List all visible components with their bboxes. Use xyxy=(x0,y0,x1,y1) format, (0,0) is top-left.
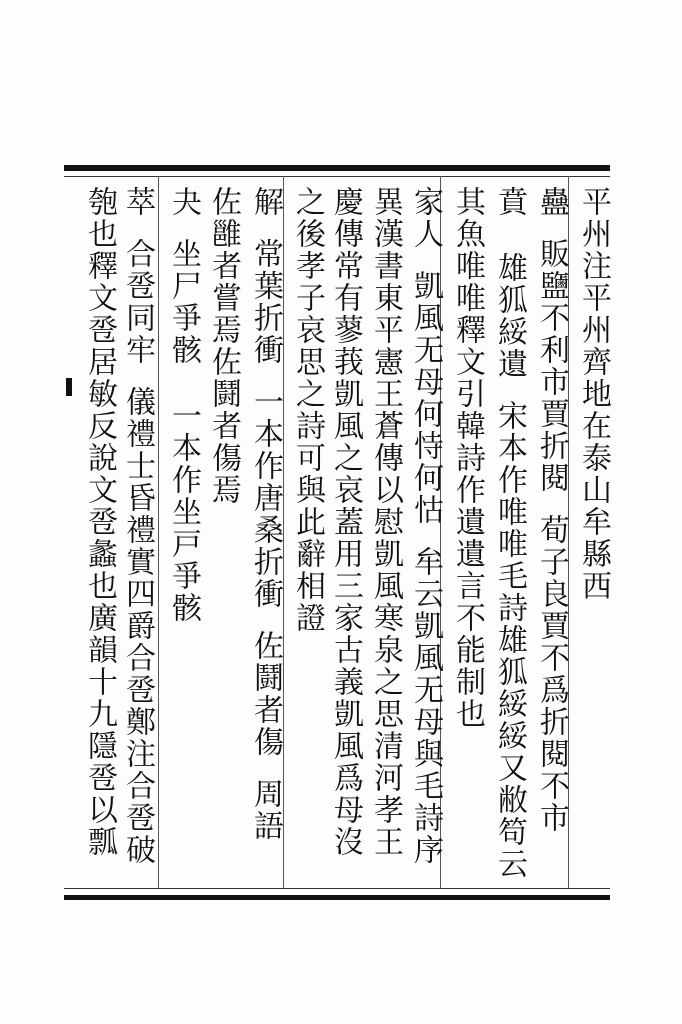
text-column-4 xyxy=(448,186,486,882)
text-column-5 xyxy=(406,186,444,882)
hexagram-name: 家人 xyxy=(408,186,443,250)
top-border-rule xyxy=(64,165,610,171)
hexagram-name: 萃 xyxy=(120,186,155,218)
column-text xyxy=(532,186,570,834)
commentary-segment: 一本作坐戸爭骸 xyxy=(166,400,201,624)
column-text xyxy=(406,186,444,866)
commentary-segment: 荀子良賈不爲折閱不市 xyxy=(534,514,569,834)
commentary-segment: 其魚唯唯釋文引韓詩作遺遺言不能制也 xyxy=(450,186,485,730)
text-segment: 販鹽不利市賈折閱 xyxy=(534,238,569,494)
hexagram-name: 蠱 xyxy=(534,186,569,218)
text-column-1 xyxy=(574,186,612,882)
margin-mark xyxy=(66,378,72,396)
text-segment: 坐尸爭骸 xyxy=(166,238,201,366)
commentary-segment: 宋本作唯唯毛詩雄狐綏綏又敝笱云 xyxy=(492,400,527,880)
commentary-segment: 牟云凱風无母與毛詩序 xyxy=(408,546,443,866)
hexagram-name: 解 xyxy=(248,186,283,218)
column-text xyxy=(490,186,528,880)
text-column-3 xyxy=(490,186,528,882)
hexagram-name: 夬 xyxy=(166,186,201,218)
column-text xyxy=(204,186,242,506)
text-segment: 雄狐綏遺 xyxy=(492,252,527,380)
commentary-segment: 慶傳常有蓼莪凱風之哀蓋用三家古義凱風爲母沒 xyxy=(328,186,363,858)
commentary-segment: 周語 xyxy=(248,778,283,842)
top-inner-rule xyxy=(64,176,610,177)
column-text xyxy=(326,186,364,858)
commentary-segment: 一本作唐桑折衝 xyxy=(248,386,283,610)
column-text xyxy=(574,186,612,602)
text-segment: 合卺同牢 xyxy=(120,238,155,366)
column-text xyxy=(366,186,404,858)
text-segment: 凱風无母何恃何怙 xyxy=(408,270,443,526)
text-column-12 xyxy=(118,186,156,882)
text-column-7 xyxy=(326,186,364,882)
column-text xyxy=(164,186,202,624)
column-text xyxy=(80,186,118,858)
commentary-segment: 佐雝者嘗焉佐鬪者傷焉 xyxy=(206,186,241,506)
bottom-border-rule xyxy=(64,895,610,900)
text-column-6 xyxy=(366,186,404,882)
commentary-segment: 之後孝子哀思之詩可與此辭相證 xyxy=(290,186,325,634)
text-column-8 xyxy=(288,186,326,882)
commentary-segment: 儀禮士昏禮實四爵合卺鄭注合卺破 xyxy=(120,386,155,866)
commentary-segment: 異漢書東平憲王蒼傳以慰凱風寒泉之思清河孝王 xyxy=(368,186,403,858)
column-divider xyxy=(158,176,159,888)
commentary-segment: 匏也釋文卺居敏反說文卺蠡也廣韻十九隱卺以瓢 xyxy=(82,186,117,858)
bottom-inner-rule xyxy=(64,888,610,889)
column-text xyxy=(288,186,326,634)
text-column-13 xyxy=(80,186,118,882)
commentary-segment: 佐鬪者傷 xyxy=(248,630,283,758)
hexagram-name: 賁 xyxy=(492,186,527,218)
text-segment: 平州注平州齊地在泰山牟縣西 xyxy=(576,186,611,602)
text-column-2 xyxy=(532,186,570,882)
text-column-9 xyxy=(246,186,284,882)
column-text xyxy=(118,186,156,866)
column-text xyxy=(448,186,486,730)
text-column-10 xyxy=(204,186,242,882)
text-column-11 xyxy=(164,186,202,882)
column-text xyxy=(246,186,284,842)
text-segment: 常葉折衝 xyxy=(248,238,283,366)
